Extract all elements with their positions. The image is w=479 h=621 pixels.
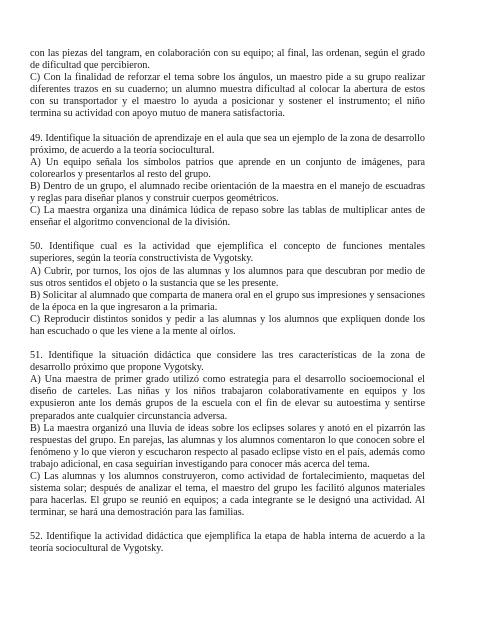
option-a: A) Un equipo señala los símbolos patrios que aprende en un conjunto de imágenes, para colorearlos y presentarlos al resto del grupo. (30, 156, 425, 180)
question-52 (30, 531, 425, 555)
intro-block (30, 48, 425, 121)
option-a: A) Cubrir, por turnos, los ojos de las alumnas y los alumnos para que descubran por medio de sus otros sentidos el objeto o la sustancia que se les presente. (30, 265, 425, 289)
option-c: C) La maestra organiza una dinámica lúdica de repaso sobre las tablas de multiplicar antes de enseñar el algoritmo convencional de la división. (30, 205, 425, 229)
option-c: C) Las alumnas y los alumnos construyeron, como actividad de fortalecimiento, maquetas del sistema solar; después de analizar el tema, el maestro del grupo les facilitó algunos materiales para hacerlas. El grupo se reunió en equipos; a cada integrante se le designó una actividad. Al terminar, se hará una demostración para las familias. (30, 471, 425, 519)
option-b: B) Solicitar al alumnado que comparta de manera oral en el grupo sus impresiones y sensaciones de la época en la que ingresaron a la primaria. (30, 289, 425, 313)
question-50 (30, 241, 425, 338)
option-b: B) La maestra organizó una lluvia de ideas sobre los eclipses solares y anotó en el pizarrón las respuestas del grupo. En parejas, las alumnas y los alumnos comentaron lo que conocen sobre el fenómeno y lo que vieron y escucharon respecto al pasado eclipse visto en el país, además como trabajo adicional, en casa seguirían investigando para conocer más acerca del tema. (30, 422, 425, 470)
document-page (30, 48, 425, 556)
paragraph: con las piezas del tangram, en colaboración con su equipo; al final, las ordenan, según el grado de dificultad que percibieron. (30, 48, 425, 72)
option-b: B) Dentro de un grupo, el alumnado recibe orientación de la maestra en el manejo de escuadras y reglas para diseñar planos y construir cuerpos geométricos. (30, 180, 425, 205)
question-stem: 51. Identifique la situación didáctica que considere las tres características de la zona de desarrollo próximo que propone Vygotsky. (30, 350, 425, 374)
question-stem: 50. Identifique cual es la actividad que ejemplifica el concepto de funciones mentales superiores, según la teoría constructivista de Vygotsky. (30, 241, 425, 265)
question-51 (30, 350, 425, 519)
option-a: A) Una maestra de primer grado utilizó como estrategia para el desarrollo socioemocional el diseño de carteles. Las niñas y los niños trabajaron colaborativamente en equipos y los expusieron ante los demás grupos de la escuela con el fin de elevar su autoestima y sentirse preparados ante cualquier circunstancia adversa. (30, 374, 425, 422)
question-stem: 49. Identifique la situación de aprendizaje en el aula que sea un ejemplo de la zona de desarrollo próximo, de acuerdo a la teoría sociocultural. (30, 132, 425, 156)
question-stem: 52. Identifique la actividad didáctica que ejemplifica la etapa de habla interna de acuerdo a la teoría sociocultural de Vygotsky. (30, 531, 425, 555)
option-c: C) Con la finalidad de reforzar el tema sobre los ángulos, un maestro pide a su grupo realizar diferentes trazos en su cuaderno; un alumno muestra dificultad al colocar la abertura de estos con su transportador y el maestro lo ayuda a posicionar y sostener el instrumento; el niño termina su actividad con apoyo mutuo de manera satisfactoria. (30, 72, 425, 120)
question-49 (30, 133, 425, 230)
option-c: C) Reproducir distintos sonidos y pedir a las alumnas y los alumnos que expliquen donde los han escuchado o que les viene a la mente al oírlos. (30, 313, 425, 337)
